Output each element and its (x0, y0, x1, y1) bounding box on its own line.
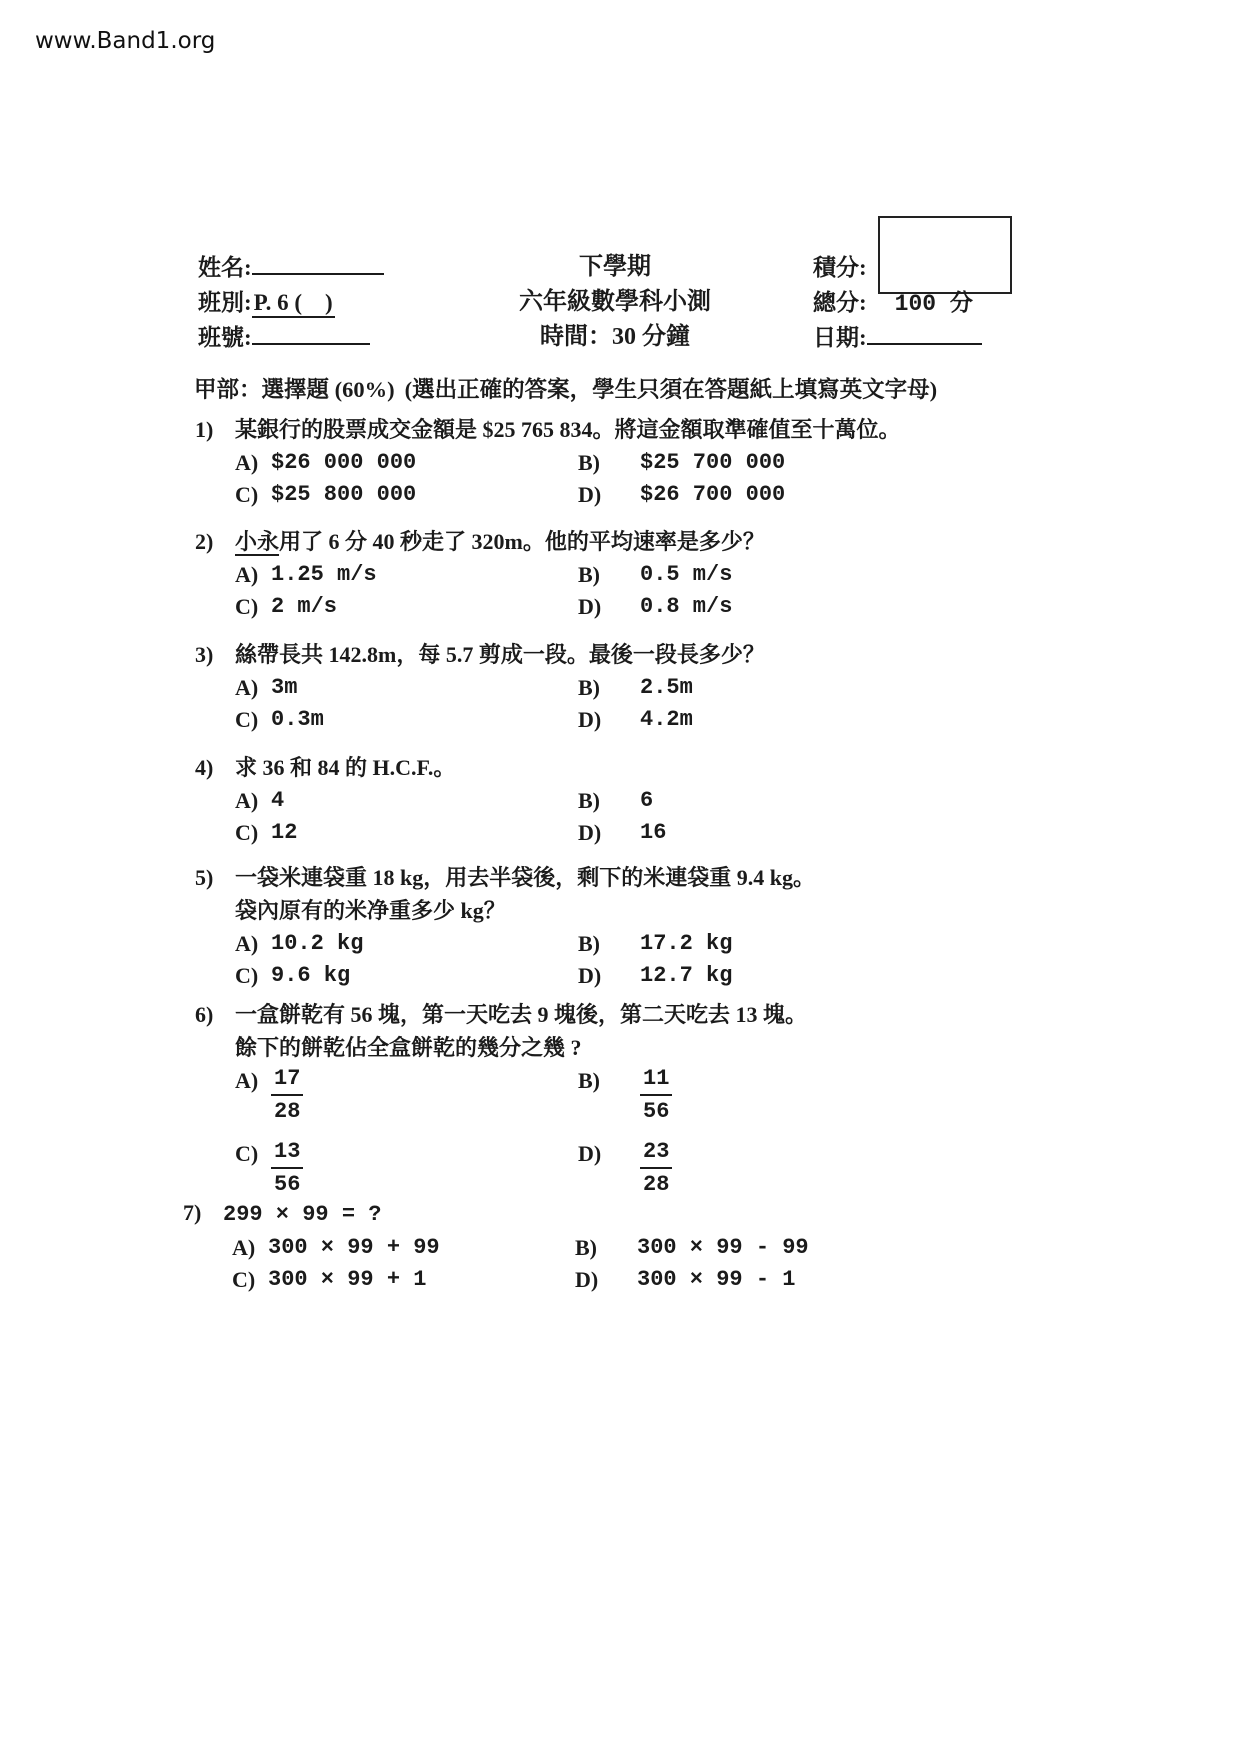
option-b (578, 560, 1075, 590)
options (232, 1233, 1063, 1295)
option-a (235, 448, 578, 478)
name-row (198, 250, 384, 285)
option-d (575, 1265, 1063, 1295)
name-label: 姓名: (198, 255, 252, 280)
section-a-heading (194, 372, 937, 404)
option-a (235, 929, 578, 959)
option-label: C) (235, 594, 259, 619)
fraction-denominator: 28 (274, 1099, 301, 1124)
option-label: B) (578, 450, 600, 475)
question-1 (195, 415, 1075, 510)
option-label: A) (232, 1235, 256, 1260)
option-value: 0.5 m/s (640, 562, 733, 587)
option-d (578, 592, 1075, 622)
name-blank (252, 253, 384, 275)
fraction (640, 1139, 672, 1198)
question-text: 一袋米連袋重 18 kg，用去半袋後，剩下的米連袋重 9.4 kg。 (235, 865, 815, 890)
question-number: 1) (195, 417, 214, 442)
option-value: 4 (271, 788, 285, 813)
title-block (430, 250, 800, 355)
underlined-subject: 小永 (235, 529, 280, 554)
student-info-block (198, 250, 384, 355)
options (235, 1066, 1075, 1198)
option-value: 9.6 kg (271, 963, 351, 988)
option-value: 300 × 99 + 99 (268, 1235, 440, 1260)
fraction (271, 1139, 303, 1198)
option-value: 0.3m (271, 707, 324, 732)
paper-title: 六年級數學科小測 (519, 289, 711, 315)
option-d (578, 961, 1075, 991)
fraction-numerator: 11 (640, 1066, 672, 1096)
option-value: $26 000 000 (271, 450, 417, 475)
class-label: 班別: (198, 290, 252, 315)
question-number: 7) (183, 1200, 202, 1225)
option-value: 6 (640, 788, 654, 813)
fraction-denominator: 28 (643, 1172, 670, 1197)
option-value: 4.2m (640, 707, 693, 732)
option-label: D) (578, 482, 602, 507)
option-b (578, 673, 1075, 703)
option-label: D) (578, 820, 602, 845)
option-value: 16 (640, 820, 667, 845)
question-text: 某銀行的股票成交金額是 $25 765 834。將這金額取準確值至十萬位。 (235, 417, 901, 442)
option-d (578, 1139, 1075, 1198)
option-value: 12.7 kg (640, 963, 733, 988)
option-label: B) (578, 788, 600, 813)
option-c (235, 818, 578, 848)
question-4 (195, 753, 1075, 848)
option-b (578, 929, 1075, 959)
option-label: D) (578, 594, 602, 619)
total-value: 100 分 (894, 291, 973, 317)
option-c (235, 480, 578, 510)
option-label: B) (578, 931, 600, 956)
option-a (235, 560, 578, 590)
class-number-label: 班號: (198, 325, 252, 350)
option-label: D) (575, 1267, 599, 1292)
date-label: 日期: (813, 325, 867, 350)
option-d (578, 480, 1075, 510)
option-label: D) (578, 707, 602, 732)
option-b (578, 1066, 1075, 1125)
option-label: C) (235, 963, 259, 988)
question-2 (195, 527, 1075, 622)
option-label: C) (232, 1267, 256, 1292)
option-value: 0.8 m/s (640, 594, 733, 619)
date-blank (867, 323, 982, 345)
total-label: 總分: (813, 290, 867, 315)
options (235, 673, 1075, 735)
fraction-denominator: 56 (643, 1099, 670, 1124)
option-c (235, 961, 578, 991)
option-value: 17.2 kg (640, 931, 733, 956)
options (235, 560, 1075, 622)
class-number-row (198, 320, 384, 355)
option-label: A) (235, 675, 259, 700)
option-label: A) (235, 1068, 259, 1093)
option-value: 2.5m (640, 675, 693, 700)
semester-title: 下學期 (579, 254, 651, 280)
options (235, 929, 1075, 991)
question-number: 6) (195, 1002, 214, 1027)
score-row (813, 250, 982, 285)
option-d (578, 705, 1075, 735)
option-value: $25 800 000 (271, 482, 417, 507)
fraction-numerator: 17 (271, 1066, 303, 1096)
option-label: A) (235, 788, 259, 813)
question-text-line2: 袋內原有的米净重多少 kg？ (235, 898, 506, 923)
fraction-numerator: 13 (271, 1139, 303, 1169)
question-number: 2) (195, 529, 214, 554)
option-label: C) (235, 482, 259, 507)
option-value: 2 m/s (271, 594, 338, 619)
section-a-title: 甲部：選擇題 (60%) (194, 377, 395, 402)
watermark-url: www.Band1.org (35, 28, 216, 54)
fraction (640, 1066, 672, 1125)
option-a (235, 786, 578, 816)
question-text: 絲帶長共 142.8m，每 5.7 剪成一段。最後一段長多少？ (235, 642, 765, 667)
class-value: P. 6 ( ) (252, 290, 335, 318)
options (235, 786, 1075, 848)
option-c (232, 1265, 575, 1295)
option-value: 300 × 99 - 1 (637, 1267, 796, 1292)
question-text: 用了 6 分 40 秒走了 320m。他的平均速率是多少？ (279, 529, 765, 554)
option-a (232, 1233, 575, 1263)
question-text: 299 × 99 = ? (223, 1202, 382, 1227)
option-value: 10.2 kg (271, 931, 364, 956)
option-a (235, 1066, 578, 1125)
question-number: 4) (195, 755, 214, 780)
option-label: A) (235, 931, 259, 956)
option-label: A) (235, 450, 259, 475)
score-block (813, 250, 982, 355)
question-text: 一盒餅乾有 56 塊，第一天吃去 9 塊後，第二天吃去 13 塊。 (235, 1002, 808, 1027)
option-b (578, 786, 1075, 816)
option-value: 1.25 m/s (271, 562, 377, 587)
option-value: $26 700 000 (640, 482, 786, 507)
score-label: 積分: (813, 255, 867, 280)
option-label: C) (235, 820, 259, 845)
option-c (235, 1139, 578, 1198)
question-number: 3) (195, 642, 214, 667)
time-allowed: 時間：30 分鐘 (540, 324, 690, 350)
option-label: B) (578, 675, 600, 700)
option-value: 3m (271, 675, 298, 700)
fraction-numerator: 23 (640, 1139, 672, 1169)
option-value: $25 700 000 (640, 450, 786, 475)
fraction-denominator: 56 (274, 1172, 301, 1197)
option-label: B) (578, 562, 600, 587)
question-3 (195, 640, 1075, 735)
question-text-line2: 餘下的餅乾佔全盒餅乾的幾分之幾 ? (235, 1035, 582, 1060)
total-row (813, 285, 982, 320)
class-row (198, 285, 384, 320)
option-label: C) (235, 707, 259, 732)
option-c (235, 592, 578, 622)
option-value: 12 (271, 820, 298, 845)
option-c (235, 705, 578, 735)
question-number: 5) (195, 865, 214, 890)
option-value: 300 × 99 - 99 (637, 1235, 809, 1260)
option-label: C) (235, 1141, 259, 1166)
question-5 (195, 863, 1075, 991)
option-label: A) (235, 562, 259, 587)
options (235, 448, 1075, 510)
question-6 (195, 1000, 1075, 1198)
date-row (813, 320, 982, 355)
option-d (578, 818, 1075, 848)
option-value: 300 × 99 + 1 (268, 1267, 427, 1292)
question-7 (183, 1198, 1063, 1295)
question-text: 求 36 和 84 的 H.C.F.。 (235, 755, 456, 780)
section-a-instruction: (選出正確的答案，學生只須在答題紙上填寫英文字母) (404, 377, 938, 402)
class-number-blank (252, 323, 370, 345)
fraction (271, 1066, 303, 1125)
option-label: D) (578, 1141, 602, 1166)
option-label: B) (578, 1068, 600, 1093)
option-label: D) (578, 963, 602, 988)
option-a (235, 673, 578, 703)
option-b (578, 448, 1075, 478)
option-label: B) (575, 1235, 597, 1260)
option-b (575, 1233, 1063, 1263)
